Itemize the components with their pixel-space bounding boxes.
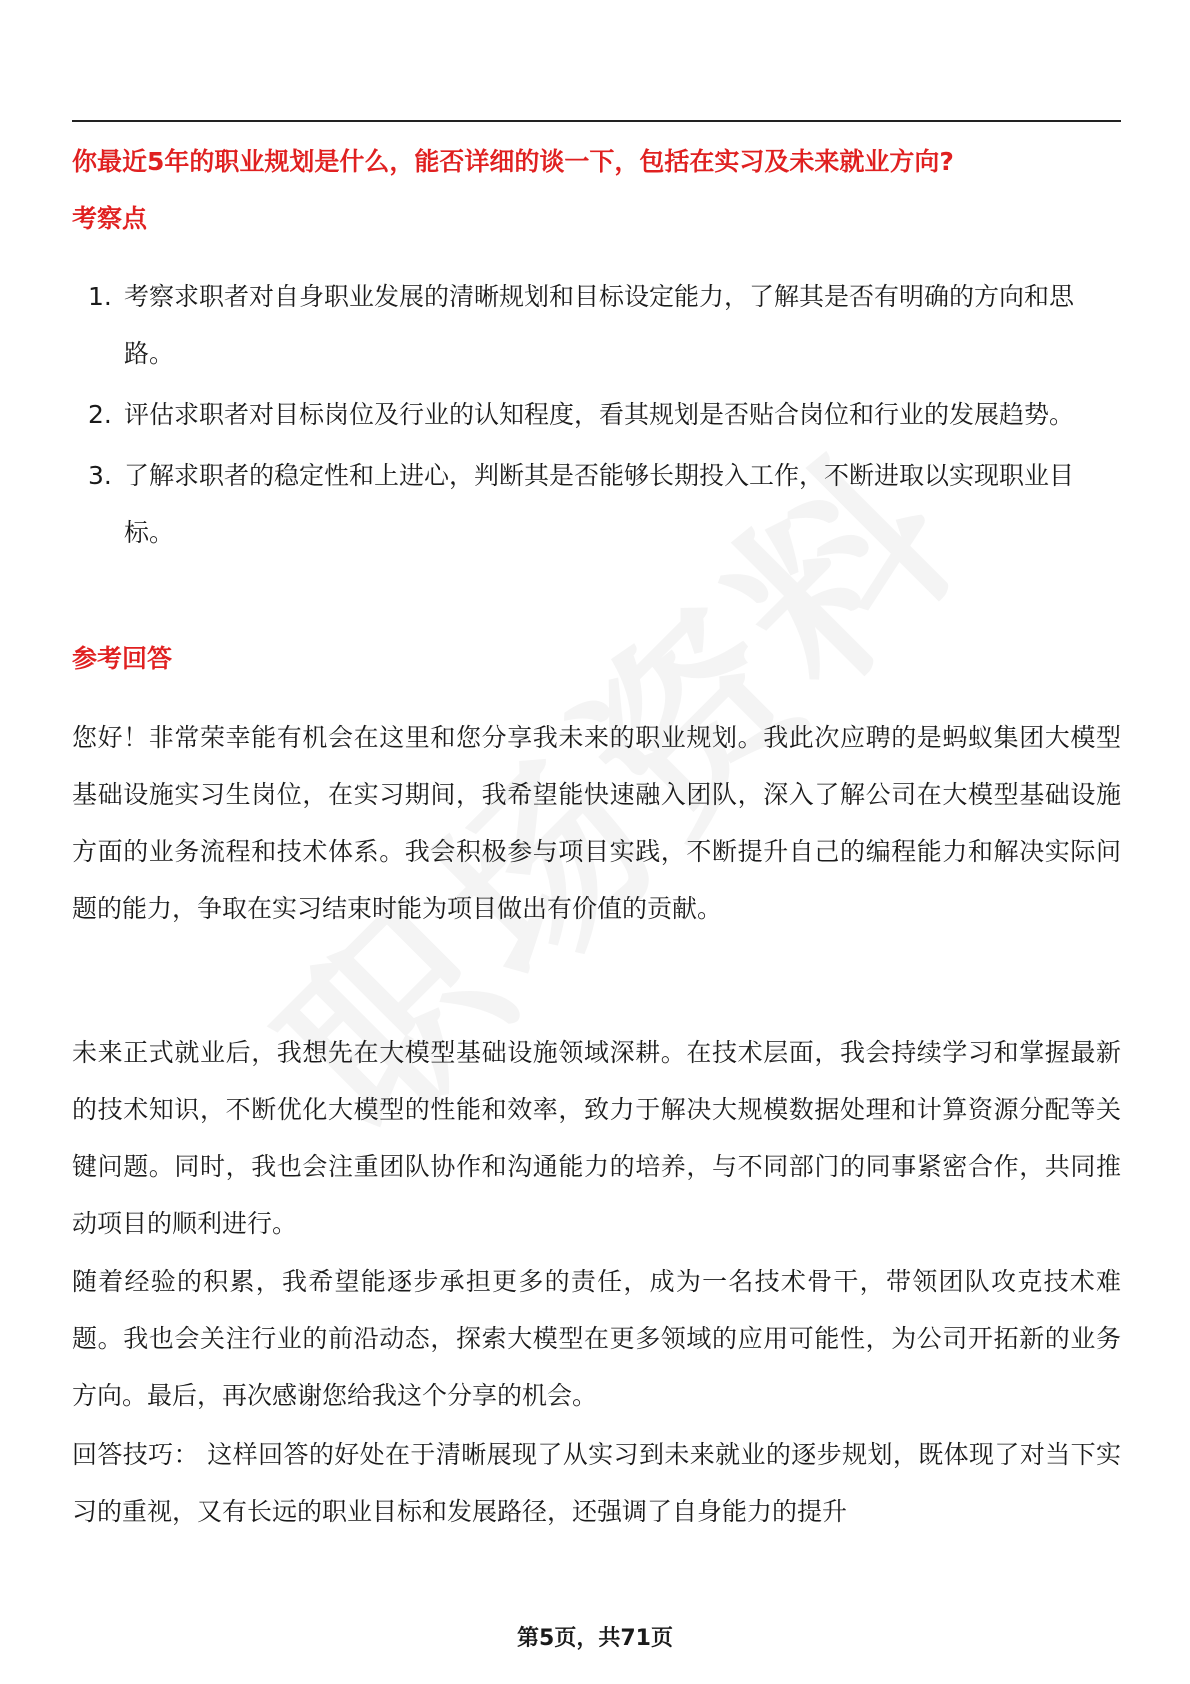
answer-tips-paragraph: 回答技巧： 这样回答的好处在于清晰展现了从实习到未来就业的逐步规划，既体现了对当下实习的重视，又有长远的职业目标和发展路径，还强调了自身能力的提升: [72, 1440, 1121, 1526]
list-item: [72, 268, 1121, 382]
answer-paragraph: 您好！非常荣幸能有机会在这里和您分享我未来的职业规划。我此次应聘的是蚂蚁集团大模型基础设施实习生岗位，在实习期间，我希望能快速融入团队，深入了解公司在大模型基础设施方面的业务流程和技术体系。我会积极参与项目实践，不断提升自己的编程能力和解决实际问题的能力，争取在实习结束时能为项目做出有价值的贡献。: [72, 723, 1121, 923]
list-item-number: 1.: [88, 282, 112, 311]
question-title: 你最近5年的职业规划是什么，能否详细的谈一下，包括在实习及未来就业方向?: [72, 147, 954, 176]
page-number: 第5页，共71页: [517, 1626, 673, 1651]
list-item: [72, 447, 1121, 561]
list-item-number: 3.: [88, 461, 112, 490]
points-list: [72, 268, 1121, 565]
list-item-text: 考察求职者对自身职业发展的清晰规划和目标设定能力，了解其是否有明确的方向和思路。: [124, 282, 1075, 368]
answer-paragraph: 未来正式就业后，我想先在大模型基础设施领域深耕。在技术层面，我会持续学习和掌握最新的技术知识，不断优化大模型的性能和效率，致力于解决大规模数据处理和计算资源分配等关键问题。同时，我也会注重团队协作和沟通能力的培养，与不同部门的同事紧密合作，共同推动项目的顺利进行。: [72, 1038, 1121, 1238]
answer-heading: 参考回答: [72, 644, 173, 673]
list-item: [72, 386, 1121, 443]
list-item-text: 了解求职者的稳定性和上进心，判断其是否能够长期投入工作，不断进取以实现职业目标。: [124, 461, 1075, 547]
header-rule: [72, 120, 1121, 122]
answer-paragraph: 随着经验的积累，我希望能逐步承担更多的责任，成为一名技术骨干，带领团队攻克技术难题。我也会关注行业的前沿动态，探索大模型在更多领域的应用可能性，为公司开拓新的业务方向。最后，再次感谢您给我这个分享的机会。: [72, 1267, 1121, 1410]
points-heading: 考察点: [72, 204, 148, 233]
list-item-text: 评估求职者对目标岗位及行业的认知程度，看其规划是否贴合岗位和行业的发展趋势。: [124, 400, 1075, 429]
list-item-number: 2.: [88, 400, 112, 429]
